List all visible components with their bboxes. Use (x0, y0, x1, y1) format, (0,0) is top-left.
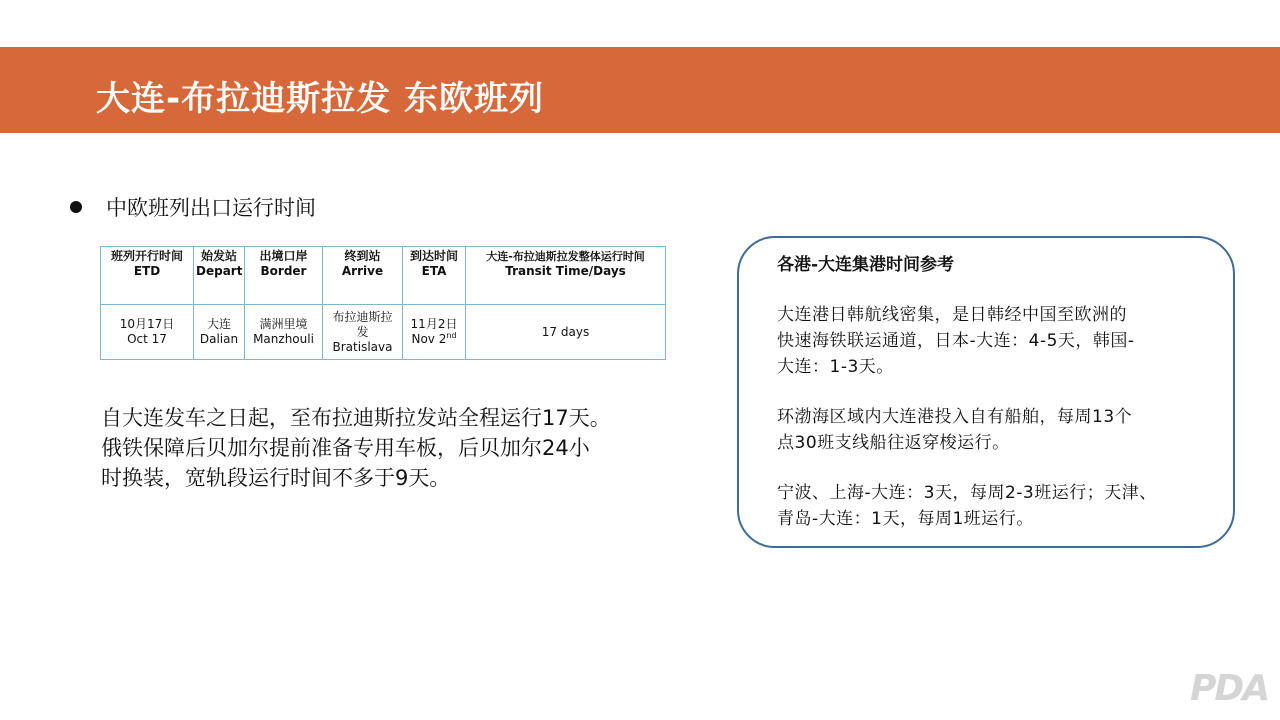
pda-logo: PDA (1190, 668, 1269, 709)
reference-para-1: 大连港日韩航线密集，是日韩经中国至欧洲的 快速海铁联运通道，日本-大连：4-5天，韩国- 大连：1-3天。 (777, 305, 1135, 377)
cell-etd: 10月17日 Oct 17 (101, 305, 194, 360)
header-transit: 大连-布拉迪斯拉发整体运行时间 Transit Time/Days (466, 247, 666, 305)
header-depart: 始发站 Depart (194, 247, 245, 305)
bullet-dot-icon (70, 201, 82, 213)
reference-heading: 各港-大连集港时间参考 (777, 255, 955, 275)
header-arrive: 终到站 Arrive (323, 247, 403, 305)
header-border: 出境口岸 Border (245, 247, 323, 305)
bullet-text: 中欧班列出口运行时间 (106, 196, 316, 220)
cell-eta: 11月2日 Nov 2nd (403, 305, 466, 360)
header-etd: 班列开行时间 ETD (101, 247, 194, 305)
table-header-row (101, 247, 666, 305)
bullet-item (70, 192, 316, 222)
reference-box (737, 236, 1235, 548)
page-title: 大连-布拉迪斯拉发 东欧班列 (96, 79, 544, 119)
cell-arrive: 布拉迪斯拉 发 Bratislava (323, 305, 403, 360)
reference-para-2: 环渤海区域内大连港投入自有船舶，每周13个 点30班支线船往返穿梭运行。 (777, 407, 1133, 453)
header-eta: 到达时间 ETA (403, 247, 466, 305)
cell-transit: 17 days (466, 305, 666, 360)
main-paragraph: 自大连发车之日起，至布拉迪斯拉发站全程运行17天。 俄铁保障后贝加尔提前准备专用车板，后贝加尔24小 时换装，宽轨段运行时间不多于9天。 (101, 406, 611, 490)
table-row (101, 305, 666, 360)
cell-border: 满洲里境 Manzhouli (245, 305, 323, 360)
schedule-table (100, 246, 666, 360)
cell-depart: 大连 Dalian (194, 305, 245, 360)
reference-para-3: 宁波、上海-大连：3天，每周2-3班运行；天津、 青岛-大连：1天，每周1班运行。 (777, 483, 1157, 529)
